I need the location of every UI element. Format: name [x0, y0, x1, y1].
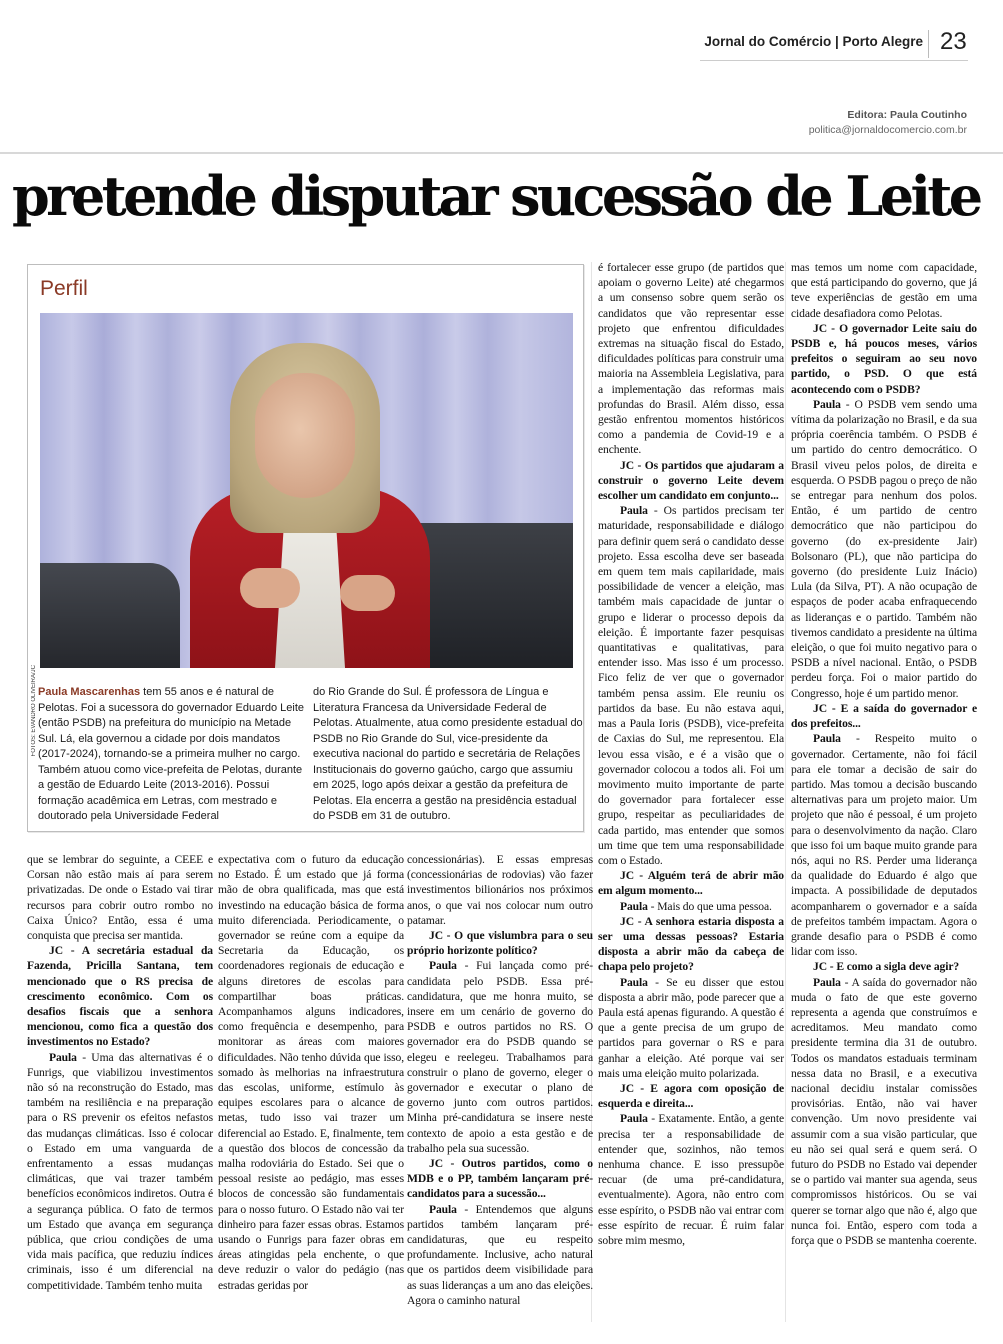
article-column-5	[791, 260, 977, 1248]
answer-text: - Respeito muito o governador. Certamente, não foi fácil para ele tomar a decisão de sair do partido. Mas tomou a decisão buscando alternativas para um projeto maior. Um projeto que não é pessoal, é um projeto para o desenvolvimento da nação. Claro que isso foi um baque muito grande para nós, aqui no RS. Perder uma liderança da qualidade do Eduardo é algo que impacta. A possibilidade de deputados acompanharem o governador e a saída de prefeitos também impactam. Agora o grande desafio para o PSDB é como lidar com isso.	[791, 732, 977, 959]
speaker-name: Paula	[620, 1112, 648, 1126]
article-paragraph: é fortalecer esse grupo (de partidos que apoiam o governo Leite) até chegarmos a um consenso sobre quem serão os candidatos que vão representar esse projeto que enfrentou dificuldades extremas na situação fiscal do Estado, dificuldades políticas para construir uma maioria na Assembleia Legislativa, para a implementação das reformas mais profundas do Brasil. Além disso, essa gestão enfrentou momentos históricos como a pandemia de Covid-19 e a enchente.	[598, 261, 784, 457]
article-column-4	[598, 260, 784, 1248]
answer-text: - O PSDB vem sendo uma vítima da polarização no Brasil, e da sua própria coerência também. O PSDB é um partido do centro democrático. O Brasil viveu pelos polos, de direita e esquerda. O PSDB pagou o preço de não se entregar para nenhum dos polos. Então, é um partido de centro democrático que não participou do governo (do ex-presidente Jair) Bolsonaro (PL), que não participa do governo (do presidente Luiz Inácio) Lula (da Silva, PT). A não ocupação de espaços de poder acaba enfraquecendo as lideranças e o partido. Também não tivemos candidato a presidente na última eleição, o que foi muito negativo para o PSDB a nível nacional. Então, o PSDB perdeu força. Foi o maior partido do Congresso, hoje é um partido menor.	[791, 397, 977, 700]
interview-question: JC - E a saída do governador e dos prefeitos...	[791, 701, 977, 731]
speaker-name: Paula	[620, 899, 648, 913]
interview-question: JC - E agora com oposição de esquerda e direita...	[598, 1081, 784, 1111]
article-paragraph: concessionárias). E essas empresas (concessionárias de rodovias) vão fazer investimentos bilionários nos próximos anos, o que vai nos colocar num outro patamar.	[407, 853, 593, 927]
answer-text: - Mais do que uma pessoa.	[647, 899, 772, 913]
profile-bio-text: tem 55 anos e é natural de Pelotas. Foi a sucessora do governador Eduardo Leite (então PSDB) na prefeitura do município na Metade Sul. Lá, ela governou a cidade por dois mandatos (2017-2024), tornando-se a primeira mulher no cargo. Também atuou como vice-prefeita de Pelotas, durante a gestão de Eduardo Leite (2013-2016). Possui formação acadêmica em Letras, com mestrado e doutorado pela Universidade Federal	[38, 686, 304, 822]
interview-question: JC - A senhora estaria disposta a ser uma dessas pessoas? Estaria disposta a abrir mão da cabeça de chapa pelo projeto?	[598, 914, 784, 974]
answer-text: - Se eu disser que estou disposta a abrir mão, pode parecer que a Paula está apenas figurando. A questão é que a gente precisa de um grupo de partidos para governar o RS e para ganhar a eleição. Até porque vai ser mais uma eleição muito polarizada.	[598, 975, 784, 1080]
answer-text: - Exatamente. Então, a gente precisa ter a responsabilidade de entender que, sozinhos, não temos nenhuma chance. E isso pressupõe recuar (de uma pré-candidatura, eventualmente). Agora, não entro com esse espírito, o PSDB não vai entrar com esse espírito de recuar. É ruim falar sobre mim mesmo,	[598, 1112, 784, 1247]
interview-answer	[598, 1111, 784, 1248]
article-paragraph: expectativa com o futuro da educação no Estado. É um estado que já forma mão de obra qualificada, mas que está investindo na educação básica de forma muito diferenciada. Periodicamente, o governador se reúne com a equipe da Secretaria da Educação, os coordenadores regionais de educação e alguns diretores de escolas para compartilhar boas práticas. Acompanhamos alguns indicadores, como frequência e desempenho, para monitorar as áreas com maiores dificuldades. Não tenho dúvida que isso, somado às melhorias na infraestrutura das escolas, uniforme, estímulo às equipes escolares para o alcance de metas, tudo isso vai trazer um diferencial ao Estado. E, finalmente, tem a questão dos blocos de concessão da malha rodoviária do Estado. Sei que o pessoal resiste ao pedágio, mas esses blocos de concessão são fundamentais para o nosso futuro. O Estado não vai ter dinheiro para fazer essas obras. Estamos usando o Funrigs para fazer obras em áreas atingidas pela enchente, o que deve reduzir o valor do pedágio (nas estradas geridas por	[218, 853, 404, 1292]
page-number: 23	[940, 28, 967, 55]
speaker-name: Paula	[813, 975, 841, 989]
article-paragraph: mas temos um nome com capacidade, que está participando do governo, que já teve experiências de gestão em uma cidade desafiadora como Pelotas.	[791, 261, 977, 320]
speaker-name: Paula	[620, 975, 648, 989]
photo-hand-left	[240, 568, 300, 608]
answer-text: - Fui lançada como pré-candidata pelo PSDB. Essa pré-candidatura, que me honra muito, se insere em um cenário de governo do PSDB e outros partidos no RS. O governador era do PSDB quando se elegeu e reelegeu. Trabalhamos para construir o plano de governo, eleger o governador e executar o plano de governo junto com outros partidos. Minha pré-candidatura se insere neste contexto de apoio a esta gestão e de trabalho pela sua sucessão.	[407, 959, 593, 1155]
photo-hand-right	[340, 575, 395, 611]
editor-name: Editora: Paula Coutinho	[847, 109, 967, 121]
interview-answer	[407, 1202, 593, 1308]
interview-answer	[407, 958, 593, 1156]
speaker-name: Paula	[429, 1202, 457, 1216]
masthead-rule	[700, 60, 968, 61]
interview-question: JC - Alguém terá de abrir mão em algum momento...	[598, 869, 784, 898]
answer-text: - A saída do governador não muda o fato de que este governo representa a agenda que construímos e acreditamos. Meu mandato como presidente termina dia 31 de outubro. Todos os mandatos estaduais terminam nessa data no Brasil, e a executiva nacional decidiu instalar comissões provisórias. Então, não vai haver convenção. Um novo presidente vai assumir com a sua visão particular, que eu não sei qual será e quem será. O futuro do PSDB no Estado vai depender se o partido vai manter sua agenda, seus compromissos históricos. Ou se vai querer se tornar algo que não é, algo que nunca foi. Então, espero com toda a força que o PSDB se mantenha coerente.	[791, 975, 977, 1247]
masthead-divider	[928, 30, 929, 58]
interview-question: JC - Os partidos que ajudaram a construir o governo Leite devem escolher um candidato em conjunto...	[598, 458, 784, 503]
article-column-3	[407, 852, 593, 1308]
speaker-name: Paula	[49, 1050, 77, 1064]
interview-question: JC - O que vislumbra para o seu próprio horizonte político?	[407, 929, 593, 958]
interview-question: JC - A secretária estadual da Fazenda, Pricilla Santana, tem mencionado que o RS precisa de crescimento econômico. Com os desafios fiscais que a senhora mencionou, como fica a questão dos investimentos no Estado?	[27, 944, 213, 1049]
profile-box	[27, 264, 584, 832]
interview-question: JC - Outros partidos, como o MDB e o PP, também lançaram pré-candidatos para a sucessão...	[407, 1157, 593, 1201]
column-divider	[785, 262, 786, 1322]
photo-sofa-left	[40, 563, 180, 668]
editor-email[interactable]: politica@jornaldocomercio.com.br	[808, 124, 967, 136]
photo-credit: FOTOS: EVANDRO OLIVEIRA/JC	[31, 665, 37, 757]
masthead	[0, 0, 1003, 70]
profile-photo	[40, 313, 573, 668]
newspaper-name: Jornal do Comércio | Porto Alegre	[704, 34, 923, 49]
profile-title: Perfil	[40, 277, 88, 300]
answer-text: - Entendemos que alguns partidos também lançaram pré-candidaturas, que eu respeito profundamente. Inclusive, acho natural que os partidos deem visibilidade para as suas lideranças a um ano das eleições. Agora o caminho natural	[407, 1202, 593, 1307]
profile-bio-col2: do Rio Grande do Sul. É professora de Língua e Literatura Francesa da Universidade Federal de Pelotas. Atualmente, atua como presidente estadual do PSDB no Rio Grande do Sul, vice-presidente da executiva nacional do partido e secretária de Relações Institucionais do governo gaúcho, cargo que assumiu em 2025, logo após deixar a gestão da prefeitura de Pelotas. Ela encerra a gestão na presidência estadual do PSDB em 31 de outubro.	[313, 686, 583, 822]
headline-rule	[0, 152, 1003, 154]
answer-text: - Uma das alternativas é o Funrigs, que viabilizou investimentos não só na reconstrução do Estado, mas também na resiliência e na preparação para o RS prevenir os efeitos nefastos das mudanças climáticas. Isso é colocar o Estado em uma vanguarda de enfrentamento a essas mudanças climáticas, que vai trazer também benefícios econômicos indiretos. Outra é a segurança pública. O fato de termos um Estado que avança em segurança pública, que criou condições de uma vida mais pacífica, que reduziu índices criminais, isso é um diferencial na competitividade. Também tenho muita	[27, 1050, 213, 1292]
interview-answer	[791, 975, 977, 1249]
photo-face	[255, 373, 355, 498]
interview-answer	[27, 1050, 213, 1293]
interview-answer	[791, 397, 977, 701]
interview-answer	[598, 503, 784, 868]
interview-answer	[791, 731, 977, 959]
speaker-name: Paula	[813, 732, 841, 746]
interview-question: JC - E como a sigla deve agir?	[813, 960, 960, 974]
editor-credit	[809, 108, 967, 138]
answer-text: - Os partidos precisam ter maturidade, responsabilidade e diálogo para definir quem será o candidato desse projeto. Essa escolha deve ser baseada em quem tem mais capilaridade, mais possibilidade de vencer a eleição, mas também mais capacidade de juntar o grupo e liderar o processo depois da eleição. É importante fazer pesquisas quantitativas e qualitativas, para entender isso. Mas isso é um processo. Fico feliz de ver que o governador também pensa assim. Ele reuniu os partidos da base. Eu não estava aqui, mas a Paula Ioris (PSDB), vice-prefeita de Caxias do Sul, me representou. Ela levou essa visão, e é a visão que o governador colocou a todos ali. Foi um movimento muito importante de parte do governador para fortalecer esse grupo, respeitar as peculiaridades de cada partido, mas entender que somos um time que tem uma responsabilidade com o Estado.	[598, 504, 784, 867]
profile-name: Paula Mascarenhas	[38, 686, 141, 698]
headline: pretende disputar sucessão de Leite	[12, 164, 980, 228]
speaker-name: Paula	[429, 959, 457, 973]
interview-question: JC - O governador Leite saiu do PSDB e, há poucos meses, vários prefeitos o seguiram ao seu novo partido, o PSD. O que está acontecendo com o PSDB?	[791, 321, 977, 396]
speaker-name: Paula	[813, 397, 841, 411]
article-column-1	[27, 852, 213, 1293]
article-paragraph: que se lembrar do seguinte, a CEEE e Corsan não estão mais aí para serem privatizadas. De onde o Estado vai tirar recursos para cobrir outro rombo no Caixa Único? Então, essa é uma conquista que precisa ser mantida.	[27, 853, 213, 943]
profile-bio-col1	[38, 685, 308, 825]
interview-answer	[598, 899, 784, 914]
interview-answer	[598, 975, 784, 1081]
speaker-name: Paula	[620, 504, 648, 518]
article-column-2	[218, 852, 404, 1293]
